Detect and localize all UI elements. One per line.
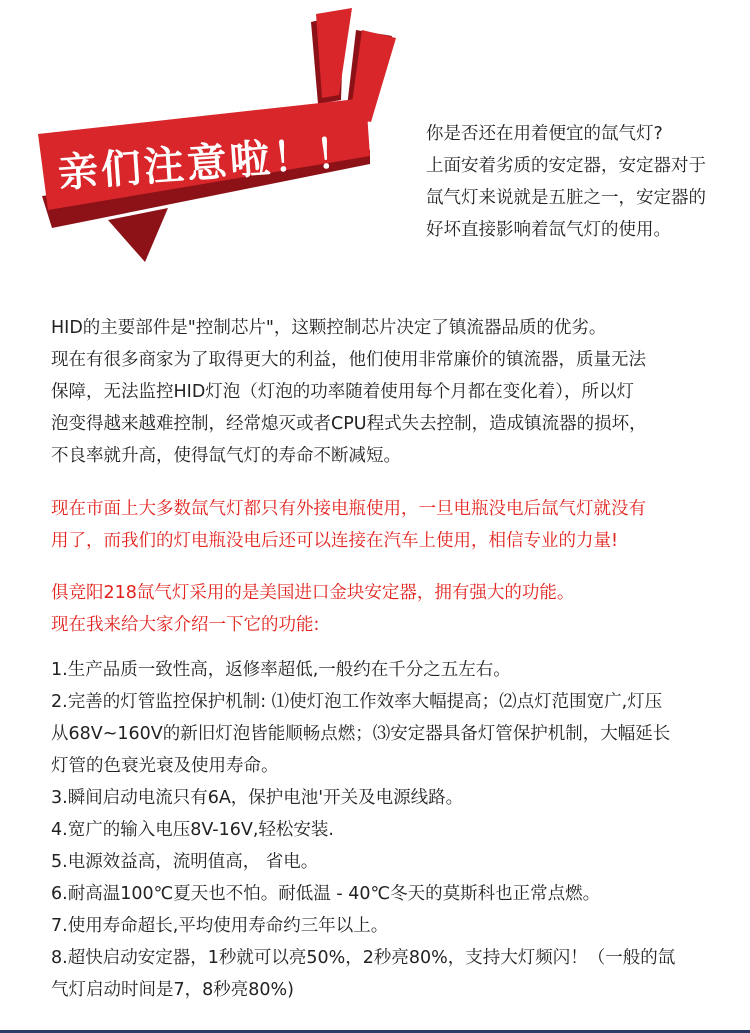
intro-line: 氙气灯来说就是五脏之一，安定器的 <box>426 188 706 208</box>
feature-line: 灯管的色衰光衰及使用寿命。 <box>51 756 279 776</box>
feature-line: 8.超快启动安定器，1秒就可以亮50%，2秒亮80%，支持大灯频闪！（一般的氙 <box>51 948 676 968</box>
intro-line: 好坏直接影响着氙气灯的使用。 <box>426 220 671 240</box>
intro-text <box>426 118 736 246</box>
paragraph-line: 不良率就升高，使得氙气灯的寿命不断减短。 <box>51 446 401 466</box>
intro-line: 上面安着劣质的安定器，安定器对于 <box>426 156 706 176</box>
intro-line: 你是否还在用着便宜的氙气灯? <box>426 124 663 144</box>
feature-line: 4.宽广的输入电压8V-16V,轻松安装. <box>51 820 334 840</box>
paragraph-line: 现在我来给大家介绍一下它的功能: <box>51 615 320 635</box>
feature-line: 3.瞬间启动电流只有6A，保护电池'开关及电源线路。 <box>51 788 464 808</box>
paragraph-hid-chip <box>51 312 731 472</box>
feature-line: 气灯启动时间是7，8秒亮80%) <box>51 980 294 1000</box>
feature-line: 6.耐高温100℃夏天也不怕。耐低温 - 40℃冬天的莫斯科也正常点燃。 <box>51 884 601 904</box>
feature-line: 7.使用寿命超长,平均使用寿命约三年以上。 <box>51 916 389 936</box>
paragraph-line: 保障，无法监控HID灯泡（灯泡的功率随着使用每个月都在变化着），所以灯 <box>51 382 635 402</box>
banner-title: 亲们注意啦！！ <box>56 129 361 197</box>
paragraph-product-intro <box>51 577 731 641</box>
feature-line: 5.电源效益高，流明值高， 省电。 <box>51 852 319 872</box>
paragraph-line: HID的主要部件是"控制芯片"，这颗控制芯片决定了镇流器品质的优劣。 <box>51 318 607 338</box>
paragraph-battery-note <box>51 493 731 557</box>
banner-ribbon-tail <box>108 208 168 262</box>
feature-line: 从68V~160V的新旧灯泡皆能顺畅点燃；⑶安定器具备灯管保护机制，大幅延长 <box>51 724 671 744</box>
paragraph-line: 俱竞阳218氙气灯采用的是美国进口金块安定器，拥有强大的功能。 <box>51 583 575 603</box>
paragraph-line: 现在市面上大多数氙气灯都只有外接电瓶使用，一旦电瓶没电后氙气灯就没有 <box>51 499 646 519</box>
feature-line: 1.生产品质一致性高，返修率超低,一般约在千分之五左右。 <box>51 660 511 680</box>
feature-line: 2.完善的灯管监控保护机制: ⑴使灯泡工作效率大幅提高；⑵点灯范围宽广,灯压 <box>51 692 663 712</box>
paragraph-line: 现在有很多商家为了取得更大的利益，他们使用非常廉价的镇流器，质量无法 <box>51 350 646 370</box>
features-list <box>51 654 731 1006</box>
paragraph-line: 用了，而我们的灯电瓶没电后还可以连接在汽车上使用，相信专业的力量! <box>51 531 619 551</box>
paragraph-line: 泡变得越来越难控制，经常熄灭或者CPU程式失去控制，造成镇流器的损坏， <box>51 414 647 434</box>
